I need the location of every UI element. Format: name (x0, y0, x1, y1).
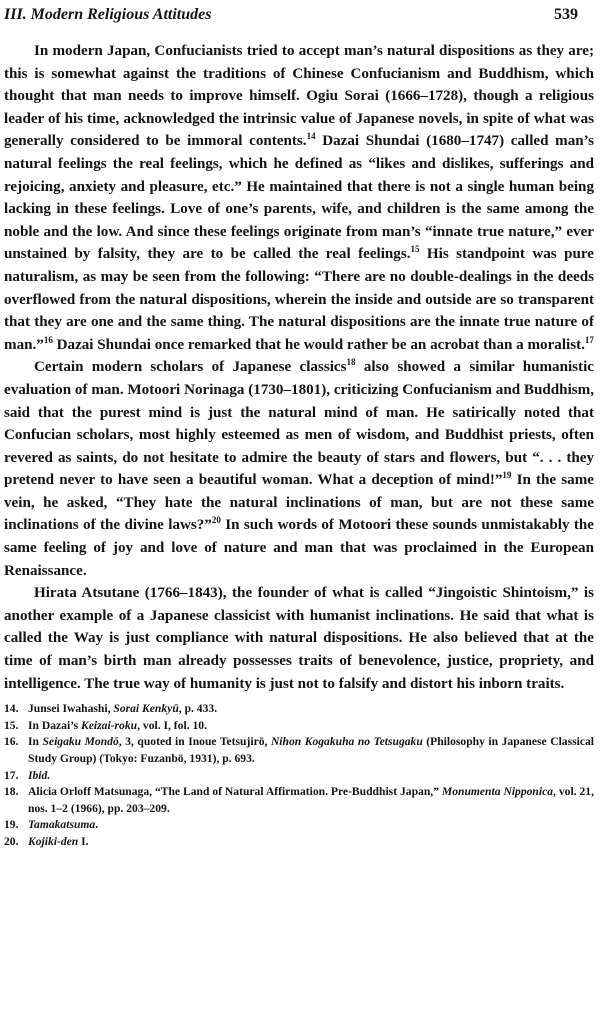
text-run: In the same vein, he asked, “They hate the natural inclinations of man, but are not these same inclinations of the divine laws?” (4, 472, 594, 534)
footnote-reference: 19 (502, 470, 512, 481)
page-header (4, 6, 578, 30)
text-run: , vol. 21, nos. 1–2 (1966), pp. 203–209. (28, 785, 594, 815)
footnote (4, 701, 594, 718)
footnote-reference: 15 (410, 244, 420, 255)
footnote-number: 19. (4, 818, 19, 832)
italic-title: Nihon Kogakuha no Tetsugaku (270, 735, 423, 749)
footnote-number: 17. (4, 768, 19, 782)
italic-title: Seigaku Mondō (42, 735, 119, 749)
footnote (4, 784, 594, 817)
text-run: Alicia Orloff Matsunaga, “The Land of Natural Affirmation. Pre-Buddhist Japan,” (28, 785, 442, 799)
italic-title: Monumenta Nipponica (441, 785, 554, 799)
footnote-text (28, 834, 594, 851)
footnote-text (28, 768, 594, 785)
footnote-reference: 20 (211, 515, 221, 526)
running-head: III. Modern Religious Attitudes (4, 6, 212, 23)
italic-title: Ibid. (28, 768, 51, 782)
footnote-text (28, 718, 594, 735)
footnote-number: 15. (4, 718, 19, 732)
text-run: (Philosophy in Japanese Classical Study Group) (Tokyo: Fuzanbō, 1931), p. 693. (28, 735, 594, 765)
text-run: Hirata Atsutane (1766–1843), the founder of what is called “Jingoistic Shintoism,” is another example of a Japanese classicist with humanist inclinations. He said that what is called the Way is just compliance with natural dispositions. He also believed that at the time of man’s birth man already possesses traits of benevolence, justice, propriety, and intelligence. The true way of humanity is just not to falsify and distort his inborn traits. (4, 585, 594, 692)
italic-title: Kojiki-den (28, 834, 79, 848)
paragraph (4, 582, 594, 695)
footnote-reference: 14 (306, 131, 316, 142)
italic-title: Keizai-roku (81, 718, 138, 732)
footnote-number: 14. (4, 702, 19, 716)
text-run: , 3, quoted in Inoue Tetsujirō, (118, 735, 271, 749)
footnote (4, 734, 594, 767)
footnote-text (28, 784, 594, 817)
footnote-reference: 17 (584, 334, 594, 345)
text-run: In Dazai’s (28, 718, 82, 732)
text-run: . (95, 818, 99, 832)
italic-title: Tamakatsuma (28, 818, 96, 832)
footnote (4, 718, 594, 735)
italic-title: Sorai Kenkyū (113, 702, 179, 716)
text-run: , vol. I, fol. 10. (137, 718, 207, 732)
footnote (4, 834, 594, 851)
text-run: I. (78, 834, 89, 848)
footnote (4, 817, 594, 834)
paragraph (4, 356, 594, 582)
paragraph (4, 40, 594, 356)
text-run: Junsei Iwahashi, (28, 702, 114, 716)
footnote-text (28, 701, 594, 718)
text-run: In such words of Motoori these sounds unmistakably the same feeling of joy and love of nature and man that was proclaimed in the European Renaissance. (4, 517, 594, 579)
footnote-text (28, 817, 594, 834)
text-run: also showed a similar humanistic evaluation of man. Motoori Norinaga (1730–1801), criticizing Confucianism and Buddhism, said that the purest mind is just the natural mind of man. He satirically noted that Confucian scholars, most highly esteemed as men of wisdom, and Buddhist priests, often revered as saints, do not hesitate to admire the beauty of stars and flowers, but “. . . they pretend never to have seen a beautiful woman. What a deception of mind!” (4, 359, 594, 489)
text-run: Certain modern scholars of Japanese classics (34, 359, 347, 376)
text-run: In (28, 735, 43, 749)
text-run: Dazai Shundai once remarked that he would rather be an acrobat than a moralist. (52, 336, 585, 353)
footnote-reference: 16 (43, 334, 53, 345)
text-run: In modern Japan, Confucianists tried to accept man’s natural dispositions as they are; this is somewhat against the traditions of Chinese Confucianism and Buddhism, which thought that man needs to improve himself. Ogiu Sorai (1666–1728), though a religious leader of his time, acknowledged the intrinsic value of Japanese novels, in spite of what was generally considered to be immoral contents. (4, 43, 594, 150)
footnote-text (28, 734, 594, 767)
text-run: , p. 433. (178, 702, 218, 716)
footnote-number: 20. (4, 834, 19, 848)
text-run: His standpoint was pure naturalism, as may be seen from the following: “There are no double-dealings in the deeds overflowed from the natural dispositions, wherein the inside and outside are so transparent that they are one and the same thing. The natural dispositions are the innate true nature of man.” (4, 246, 595, 353)
footnote-number: 16. (4, 735, 19, 749)
text-run: Dazai Shundai (1680–1747) called man’s natural feelings the real feelings, which he defined as “likes and dislikes, sufferings and rejoicing, anxiety and pleasure, etc.” He maintained that there is not a single human being lacking in these feelings. Love of one’s parents, wife, and children is the same among the noble and the low. And since these feelings originate from man’s “innate true nature,” ever unstained by falsity, they are to be called the real feelings. (4, 133, 594, 263)
footnotes (4, 701, 594, 850)
body-text (4, 40, 594, 695)
footnote-reference: 18 (346, 357, 356, 368)
footnote-number: 18. (4, 785, 19, 799)
page-number: 539 (554, 6, 578, 23)
footnote (4, 768, 594, 785)
